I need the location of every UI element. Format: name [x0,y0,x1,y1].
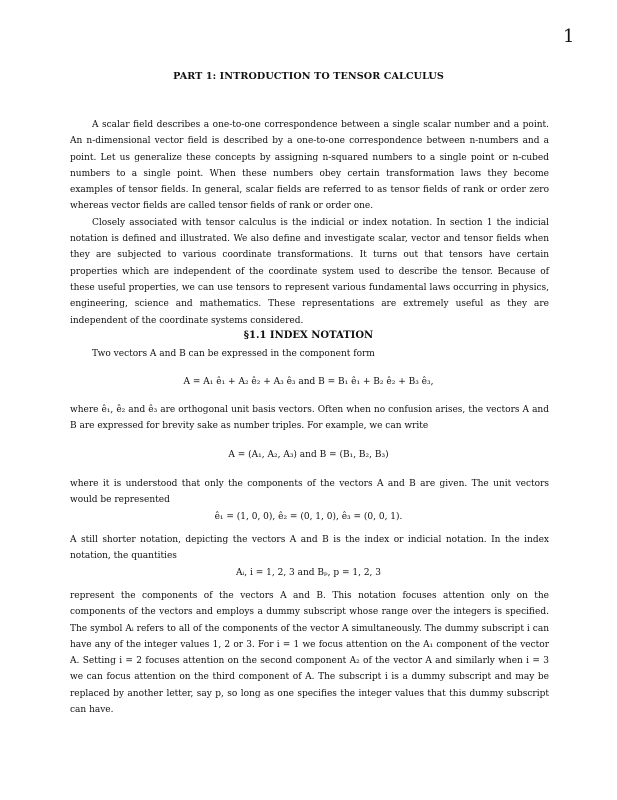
basis-paragraph [70,402,549,435]
part-title: PART 1: INTRODUCTION TO TENSOR CALCULUS [173,71,444,82]
shorter-notation-paragraph [70,532,549,565]
vector-intro-line [70,346,549,362]
components-paragraph [70,476,549,509]
final-paragraph [70,588,549,718]
page-number: 1 [563,26,575,47]
vector-intro-text: Two vectors A and B can be expressed in the component form [92,349,375,359]
components-text: where it is understood that only the components of the vectors A and B are given. The unit vectors would be represented [70,479,549,506]
equation-component-form: A = A₁ ê₁ + A₂ ê₂ + A₃ ê₃ and B = B₁ ê₁ + B₂ ê₂ + B₃ ê₃, [183,377,434,387]
intro-paragraph-2: Closely associated with tensor calculus is the indicial or index notation. In section 1 the indicial notation is defined and illustrated. We also define and investigate scalar, vector and tensor fields when they are subjected to various coordinate transformations. It turns out that tensors have certain properties which are independent of the coordinate system used to describe the tensor. Because of these useful properties, we can use tensors to represent various fundamental laws occurring in physics, engineering, science and mathematics. These representations are extremely useful as they are independent of the coordinate systems considered. [70,217,549,326]
equation-triples: A = (A₁, A₂, A₃) and B = (B₁, B₂, B₃) [228,450,389,460]
final-text: represent the components of the vectors A and B. This notation focuses attention only on the components of the vectors and employs a dummy subscript whose range over the integers is specified. The symbol Aᵢ refers to all of the components of the vector A simultaneously. The dummy subscript i can have any of the integer values 1, 2 or 3. For i = 1 we focus attention on the A₁ component of the vector A. Setting i = 2 focuses attention on the second component A₂ of the vector A and similarly when i = 3 we can focus attention on the third component of A. The subscript i is a dummy subscript and may be replaced by another letter, say p, so long as one specifies the integer values that this dummy subscript can have. [70,591,549,716]
intro-paragraph-1: A scalar field describes a one-to-one correspondence between a single scalar number and a point. An n-dimensional vector field is described by a one-to-one correspondence between n-numbers and a point. Let us generalize these concepts by assigning n-squared numbers to a single point or n-cubed numbers to a single point. When these numbers obey certain transformation laws they become examples of tensor fields. In general, scalar fields are referred to as tensor fields of rank or order zero whereas vector fields are called tensor fields of rank or order one. [70,120,549,212]
equation-unit-vectors: ê₁ = (1, 0, 0), ê₂ = (0, 1, 0), ê₃ = (0, 0, 1). [214,512,403,522]
equation-index-notation: Aᵢ, i = 1, 2, 3 and Bₚ, p = 1, 2, 3 [235,568,382,578]
shorter-notation-text: A still shorter notation, depicting the vectors A and B is the index or indicial notation. In the index notation, the quantities [70,535,549,562]
section-heading: §1.1 INDEX NOTATION [243,330,374,341]
intro-section [70,117,549,329]
basis-text: where ê₁, ê₂ and ê₃ are orthogonal unit basis vectors. Often when no confusion arises, the vectors A and B are expressed for brevity sake as number triples. For example, we can write [70,405,549,432]
